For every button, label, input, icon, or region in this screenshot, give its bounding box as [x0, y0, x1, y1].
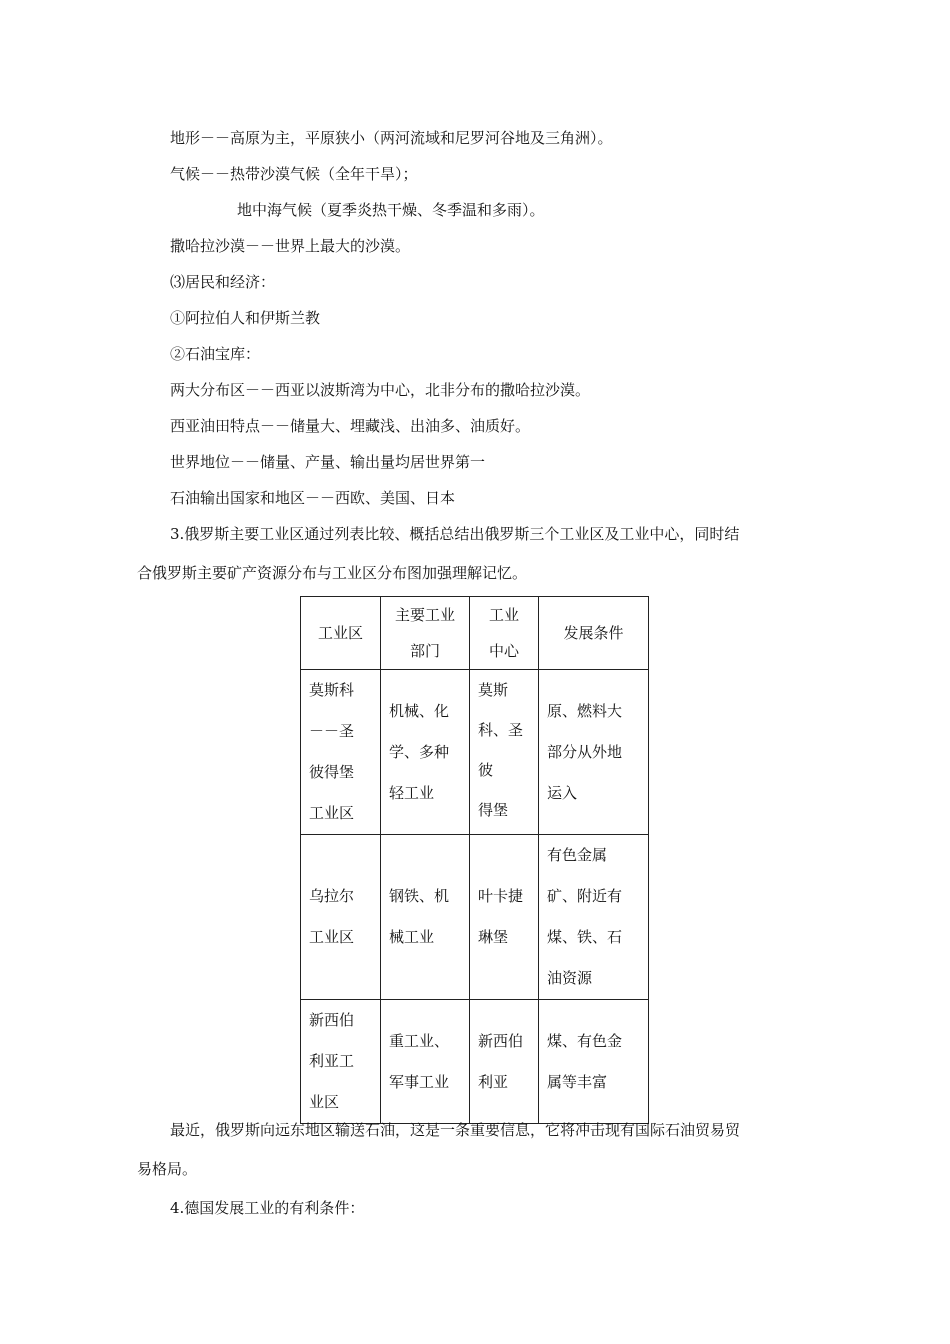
residents-economy-heading: ⑶居民和经济： — [170, 273, 276, 291]
conditions-cell: 有色金属 矿、附近有 煤、铁、石 油资源 — [539, 835, 649, 1000]
header-cell: 发展条件 — [539, 597, 649, 670]
world-status-line: 世界地位－－储量、产量、输出量均居世界第一 — [170, 453, 486, 471]
oil-treasury-line: ②石油宝库： — [170, 345, 261, 363]
oilfield-features-line: 西亚油田特点－－储量大、埋藏浅、出油多、油质好。 — [170, 417, 531, 435]
sectors-cell: 重工业、 军事工业 — [381, 1000, 470, 1124]
table-row — [301, 670, 649, 835]
center-cell: 莫斯 科、圣 彼 得堡 — [470, 670, 539, 835]
recent-news-line2: 易格局。 — [137, 1160, 198, 1178]
sahara-line: 撒哈拉沙漠－－世界上最大的沙漠。 — [170, 237, 411, 255]
region-cell: 乌拉尔 工业区 — [301, 835, 381, 1000]
russia-paragraph-line2: 合俄罗斯主要矿产资源分布与工业区分布图加强理解记忆。 — [137, 564, 528, 582]
region-cell: 莫斯科 －－圣 彼得堡 工业区 — [301, 670, 381, 835]
header-cell: 工业区 — [301, 597, 381, 670]
table-row — [301, 1000, 649, 1124]
conditions-cell: 煤、有色金 属等丰富 — [539, 1000, 649, 1124]
sectors-cell: 钢铁、机 械工业 — [381, 835, 470, 1000]
climate-line: 气候－－热带沙漠气候（全年干旱）； — [170, 165, 418, 183]
sectors-cell: 机械、化 学、多种 轻工业 — [381, 670, 470, 835]
region-cell: 新西伯 利亚工 业区 — [301, 1000, 381, 1124]
table-header-row — [301, 597, 649, 670]
conditions-cell: 原、燃料大 部分从外地 运入 — [539, 670, 649, 835]
mediterranean-climate-line: 地中海气候（夏季炎热干燥、冬季温和多雨）。 — [237, 201, 545, 219]
terrain-line: 地形－－高原为主，平原狭小（两河流域和尼罗河谷地及三角洲）。 — [170, 129, 613, 147]
arab-islam-line: ①阿拉伯人和伊斯兰教 — [170, 309, 321, 327]
center-cell: 新西伯 利亚 — [470, 1000, 539, 1124]
center-cell: 叶卡捷 琳堡 — [470, 835, 539, 1000]
russia-paragraph-line1: 3.俄罗斯主要工业区通过列表比较、概括总结出俄罗斯三个工业区及工业中心，同时结 — [170, 525, 740, 543]
oil-export-line: 石油输出国家和地区－－西欧、美国、日本 — [170, 489, 456, 507]
table-row — [301, 835, 649, 1000]
russia-industrial-table — [300, 596, 649, 1124]
header-cell: 主要工业 部门 — [381, 597, 470, 670]
recent-news-line1: 最近，俄罗斯向远东地区输送石油，这是一条重要信息，它将冲击现有国际石油贸易贸 — [170, 1121, 741, 1139]
oil-distribution-line: 两大分布区－－西亚以波斯湾为中心，北非分布的撒哈拉沙漠。 — [170, 381, 591, 399]
germany-heading: 4.德国发展工业的有利条件： — [170, 1199, 365, 1217]
header-cell: 工业 中心 — [470, 597, 539, 670]
